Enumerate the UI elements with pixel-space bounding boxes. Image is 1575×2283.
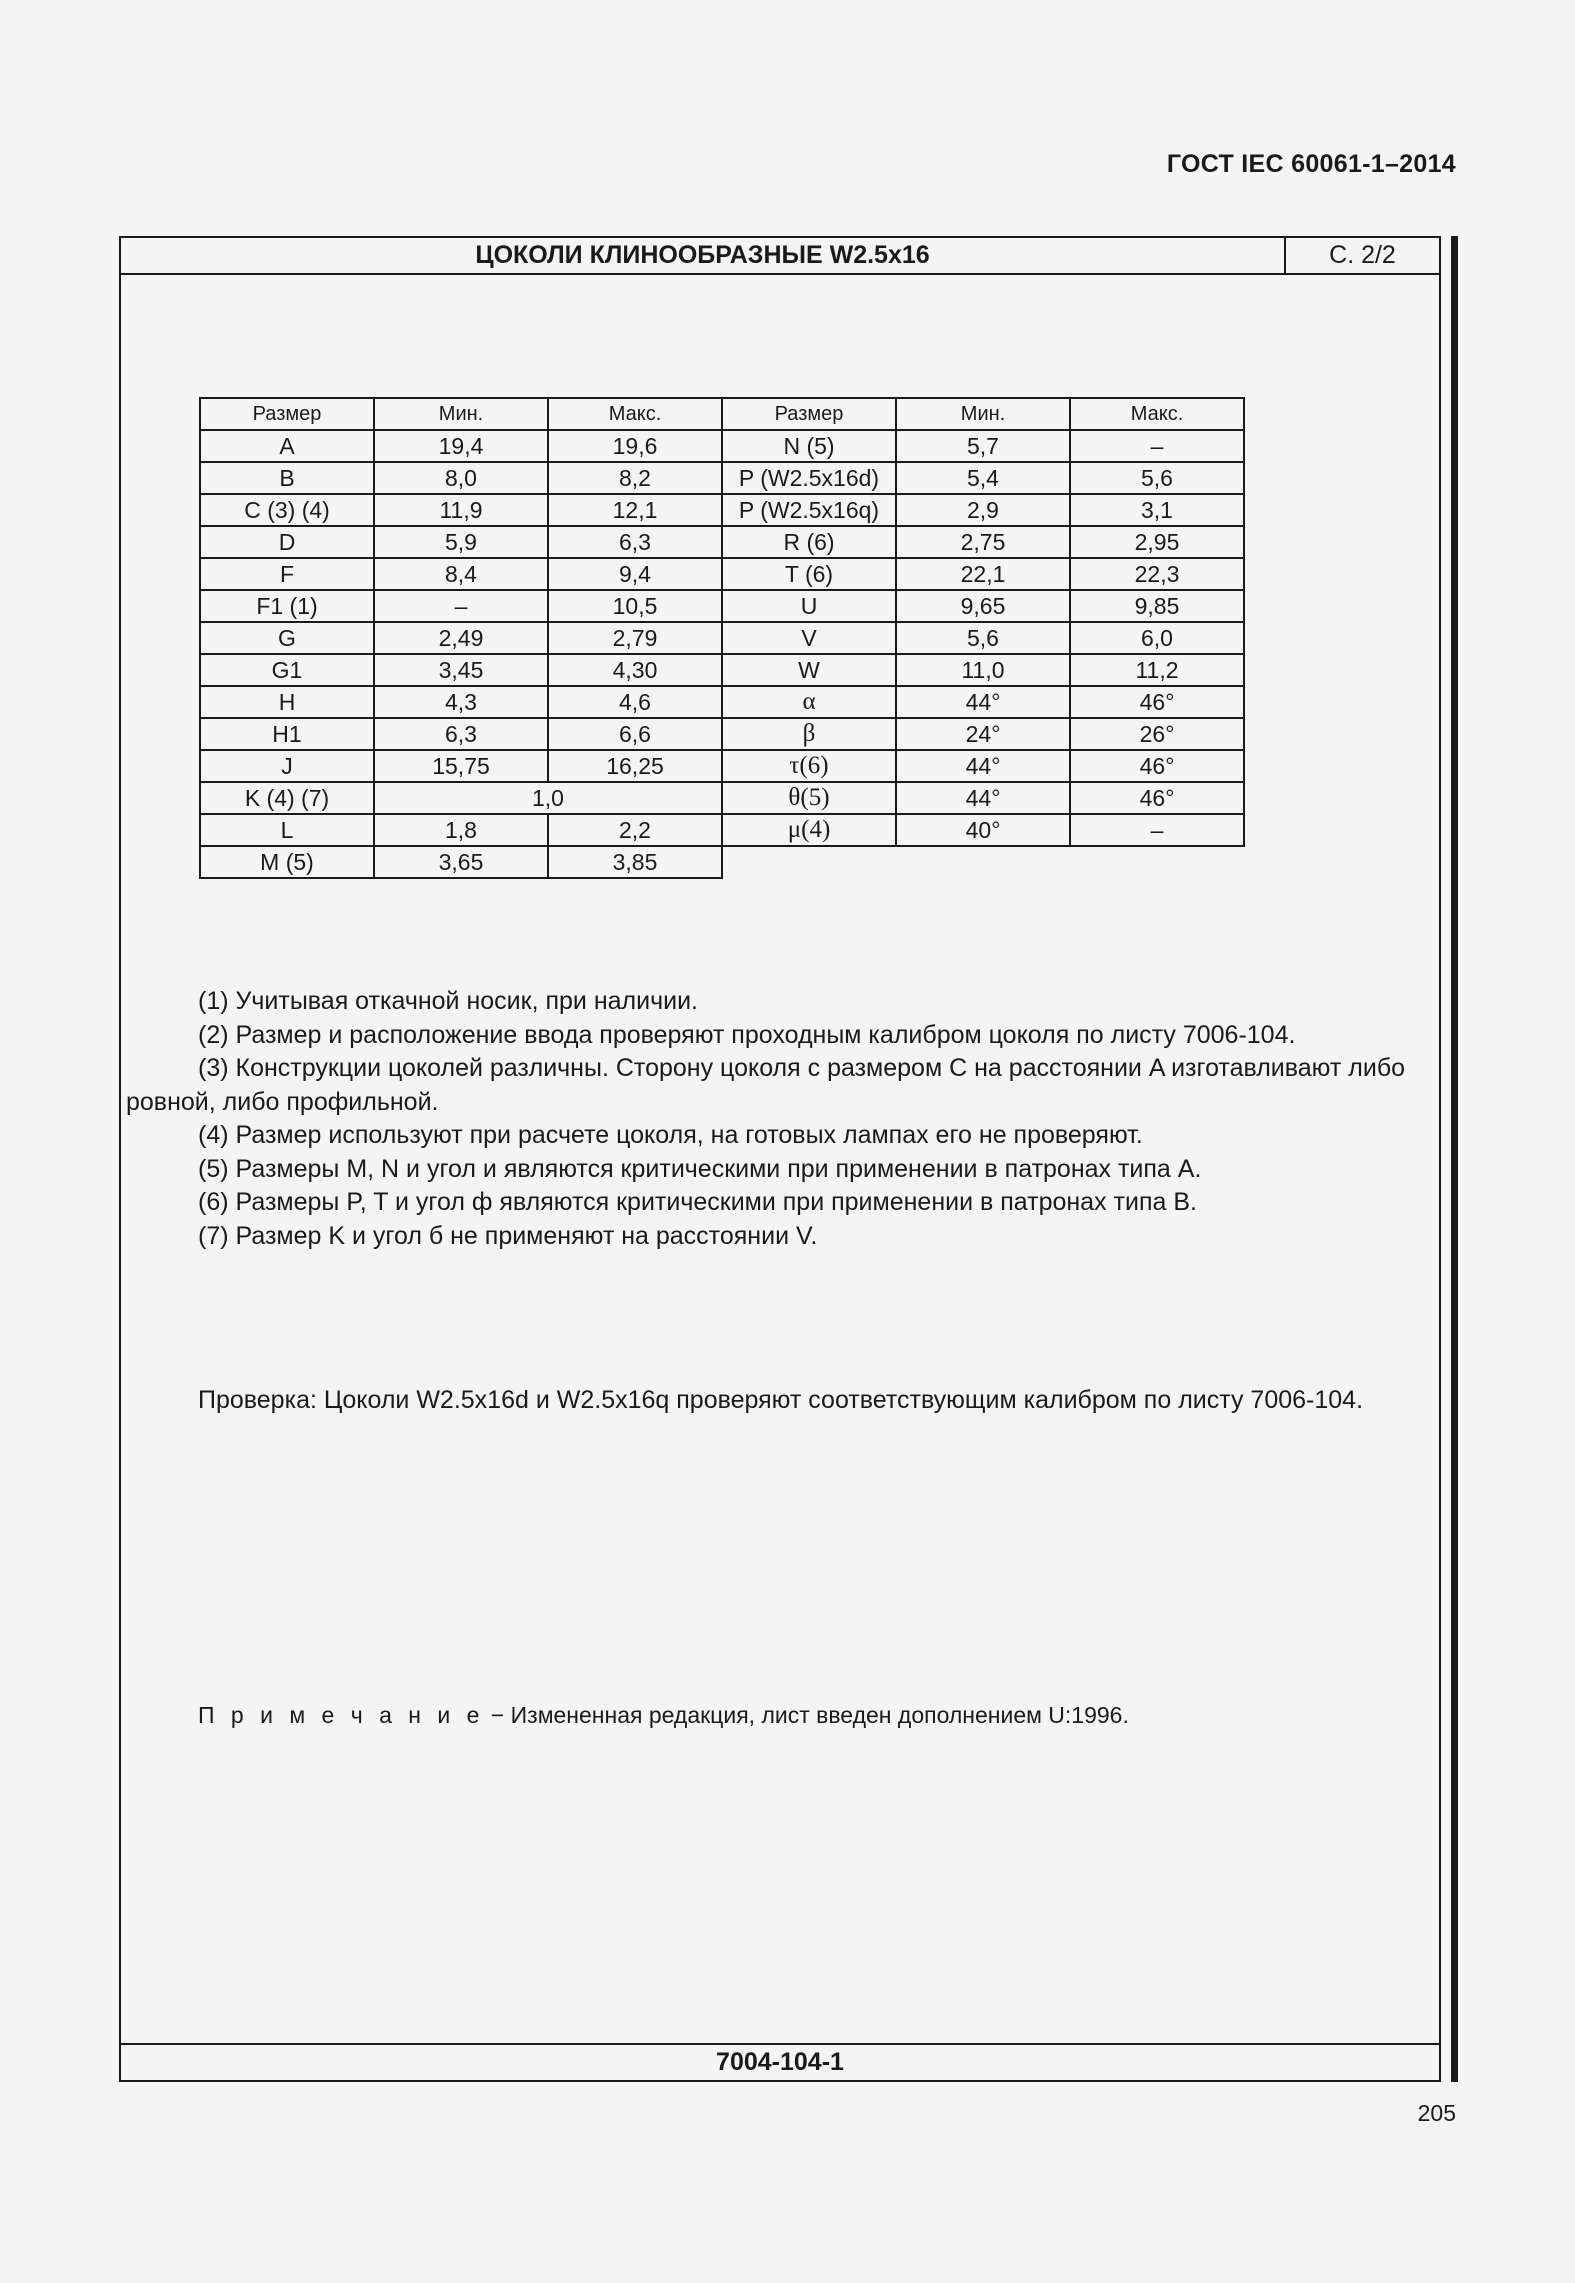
dimension-name-cell: A bbox=[200, 430, 374, 462]
max-value-cell: 46° bbox=[1070, 782, 1244, 814]
max-value-cell: 46° bbox=[1070, 750, 1244, 782]
table-row bbox=[200, 622, 1244, 654]
empty-cell bbox=[896, 846, 1070, 878]
min-value-cell: 1,8 bbox=[374, 814, 548, 846]
dimension-name-cell: α bbox=[722, 686, 896, 718]
dimension-name-cell: F bbox=[200, 558, 374, 590]
title-row bbox=[121, 238, 1439, 275]
page-number: 205 bbox=[1417, 2100, 1456, 2126]
dimension-name-cell: J bbox=[200, 750, 374, 782]
max-value-cell: 2,2 bbox=[548, 814, 722, 846]
max-value-cell: 2,95 bbox=[1070, 526, 1244, 558]
dimension-name-cell: G bbox=[200, 622, 374, 654]
note-6: (6) Размеры P, T и угол ф являются критическими при применении в патронах типа B. bbox=[198, 1188, 1197, 1216]
min-value-cell: 5,6 bbox=[896, 622, 1070, 654]
remark bbox=[198, 1702, 1129, 1729]
sheet-frame bbox=[119, 236, 1441, 2082]
table-row bbox=[200, 430, 1244, 462]
max-value-cell: – bbox=[1070, 814, 1244, 846]
table-header-row bbox=[200, 398, 1244, 430]
min-value-cell: 2,49 bbox=[374, 622, 548, 654]
footer-row bbox=[121, 2043, 1439, 2080]
min-value-cell: 19,4 bbox=[374, 430, 548, 462]
sheet-title: ЦОКОЛИ КЛИНООБРАЗНЫЕ W2.5x16 bbox=[475, 241, 930, 269]
column-header: Размер bbox=[200, 398, 374, 430]
dimension-name-cell: G1 bbox=[200, 654, 374, 686]
column-header: Размер bbox=[722, 398, 896, 430]
note-1: (1) Учитывая откачной носик, при наличии. bbox=[198, 987, 698, 1015]
note-3: (3) Конструкции цоколей различны. Сторону цоколя с размером C на расстоянии A изготавливают либо ровной, либо профильной. bbox=[126, 1054, 1406, 1116]
table-row bbox=[200, 494, 1244, 526]
table-row bbox=[200, 718, 1244, 750]
dimension-name-cell: τ(6) bbox=[722, 750, 896, 782]
dimension-name-cell: P (W2.5x16q) bbox=[722, 494, 896, 526]
min-value-cell: 40° bbox=[896, 814, 1070, 846]
min-value-cell: 2,9 bbox=[896, 494, 1070, 526]
table-row bbox=[200, 686, 1244, 718]
empty-cell bbox=[1070, 846, 1244, 878]
document-code: ГОСТ IEC 60061-1–2014 bbox=[1166, 150, 1456, 178]
min-value-cell: 8,4 bbox=[374, 558, 548, 590]
column-header: Макс. bbox=[1070, 398, 1244, 430]
min-value-cell: 24° bbox=[896, 718, 1070, 750]
dimension-name-cell: P (W2.5x16d) bbox=[722, 462, 896, 494]
table-row bbox=[200, 526, 1244, 558]
dimension-name-cell: K (4) (7) bbox=[200, 782, 374, 814]
max-value-cell: 6,6 bbox=[548, 718, 722, 750]
dimension-name-cell: D bbox=[200, 526, 374, 558]
min-value-cell: 11,9 bbox=[374, 494, 548, 526]
table-row bbox=[200, 782, 1244, 814]
max-value-cell: 2,79 bbox=[548, 622, 722, 654]
max-value-cell: 8,2 bbox=[548, 462, 722, 494]
max-value-cell: 3,1 bbox=[1070, 494, 1244, 526]
dimension-name-cell: μ(4) bbox=[722, 814, 896, 846]
dimension-name-cell: T (6) bbox=[722, 558, 896, 590]
min-value-cell: 5,4 bbox=[896, 462, 1070, 494]
remark-label: П р и м е ч а н и е bbox=[198, 1702, 485, 1728]
dimension-name-cell: β bbox=[722, 718, 896, 750]
min-value-cell: – bbox=[374, 590, 548, 622]
min-value-cell: 15,75 bbox=[374, 750, 548, 782]
table-row bbox=[200, 750, 1244, 782]
max-value-cell: 3,85 bbox=[548, 846, 722, 878]
table-row bbox=[200, 654, 1244, 686]
min-value-cell: 3,45 bbox=[374, 654, 548, 686]
min-value-cell: 8,0 bbox=[374, 462, 548, 494]
dimension-name-cell: θ(5) bbox=[722, 782, 896, 814]
max-value-cell: 26° bbox=[1070, 718, 1244, 750]
sheet-page-label: С. 2/2 bbox=[1284, 238, 1439, 273]
min-value-cell: 5,9 bbox=[374, 526, 548, 558]
max-value-cell: 10,5 bbox=[548, 590, 722, 622]
sheet-code: 7004-104-1 bbox=[716, 2048, 844, 2076]
max-value-cell: 4,30 bbox=[548, 654, 722, 686]
table-row bbox=[200, 558, 1244, 590]
max-value-cell: 6,0 bbox=[1070, 622, 1244, 654]
max-value-cell: 4,6 bbox=[548, 686, 722, 718]
max-value-cell: 9,4 bbox=[548, 558, 722, 590]
max-value-cell: 16,25 bbox=[548, 750, 722, 782]
min-value-cell: 22,1 bbox=[896, 558, 1070, 590]
dimension-name-cell: H1 bbox=[200, 718, 374, 750]
max-value-cell: 9,85 bbox=[1070, 590, 1244, 622]
empty-cell bbox=[722, 846, 896, 878]
dimensions-table bbox=[199, 397, 1245, 879]
table-row bbox=[200, 462, 1244, 494]
dimension-name-cell: W bbox=[722, 654, 896, 686]
dimension-name-cell: L bbox=[200, 814, 374, 846]
check-statement: Проверка: Цоколи W2.5x16d и W2.5x16q проверяют соответствующим калибром по листу 7006-104. bbox=[198, 1386, 1364, 1414]
column-header: Макс. bbox=[548, 398, 722, 430]
min-value-cell: 11,0 bbox=[896, 654, 1070, 686]
dimension-name-cell: N (5) bbox=[722, 430, 896, 462]
table-row bbox=[200, 814, 1244, 846]
note-4: (4) Размер используют при расчете цоколя, на готовых лампах его не проверяют. bbox=[198, 1121, 1143, 1149]
dimension-name-cell: F1 (1) bbox=[200, 590, 374, 622]
max-value-cell: 5,6 bbox=[1070, 462, 1244, 494]
frame-edge-bar bbox=[1451, 236, 1458, 2082]
min-value-cell: 4,3 bbox=[374, 686, 548, 718]
min-value-cell: 3,65 bbox=[374, 846, 548, 878]
note-2: (2) Размер и расположение ввода проверяют проходным калибром цоколя по листу 7006-104. bbox=[198, 1020, 1296, 1049]
max-value-cell: 11,2 bbox=[1070, 654, 1244, 686]
column-header: Мин. bbox=[896, 398, 1070, 430]
min-value-cell: 2,75 bbox=[896, 526, 1070, 558]
dimensions-table-body bbox=[200, 398, 1244, 878]
remark-text: − Измененная редакция, лист введен дополнением U:1996. bbox=[484, 1702, 1129, 1728]
dimension-name-cell: M (5) bbox=[200, 846, 374, 878]
dimension-name-cell: H bbox=[200, 686, 374, 718]
column-header: Мин. bbox=[374, 398, 548, 430]
notes-block bbox=[126, 985, 1441, 1253]
dimension-name-cell: C (3) (4) bbox=[200, 494, 374, 526]
min-value-cell: 44° bbox=[896, 686, 1070, 718]
max-value-cell: 46° bbox=[1070, 686, 1244, 718]
max-value-cell: – bbox=[1070, 430, 1244, 462]
dimension-name-cell: B bbox=[200, 462, 374, 494]
dimension-name-cell: V bbox=[722, 622, 896, 654]
dimension-name-cell: R (6) bbox=[722, 526, 896, 558]
max-value-cell: 19,6 bbox=[548, 430, 722, 462]
min-value-cell: 44° bbox=[896, 782, 1070, 814]
dimension-name-cell: U bbox=[722, 590, 896, 622]
table-row bbox=[200, 590, 1244, 622]
note-5: (5) Размеры M, N и угол и являются критическими при применении в патронах типа A. bbox=[198, 1154, 1202, 1183]
min-value-cell: 6,3 bbox=[374, 718, 548, 750]
min-value-cell: 5,7 bbox=[896, 430, 1070, 462]
note-7: (7) Размер K и угол б не применяют на расстоянии V. bbox=[198, 1221, 818, 1250]
min-value-cell: 44° bbox=[896, 750, 1070, 782]
min-value-cell: 9,65 bbox=[896, 590, 1070, 622]
max-value-cell: 6,3 bbox=[548, 526, 722, 558]
table-row bbox=[200, 846, 1244, 878]
max-value-cell: 12,1 bbox=[548, 494, 722, 526]
dimension-value-cell: 1,0 bbox=[374, 782, 722, 814]
max-value-cell: 22,3 bbox=[1070, 558, 1244, 590]
